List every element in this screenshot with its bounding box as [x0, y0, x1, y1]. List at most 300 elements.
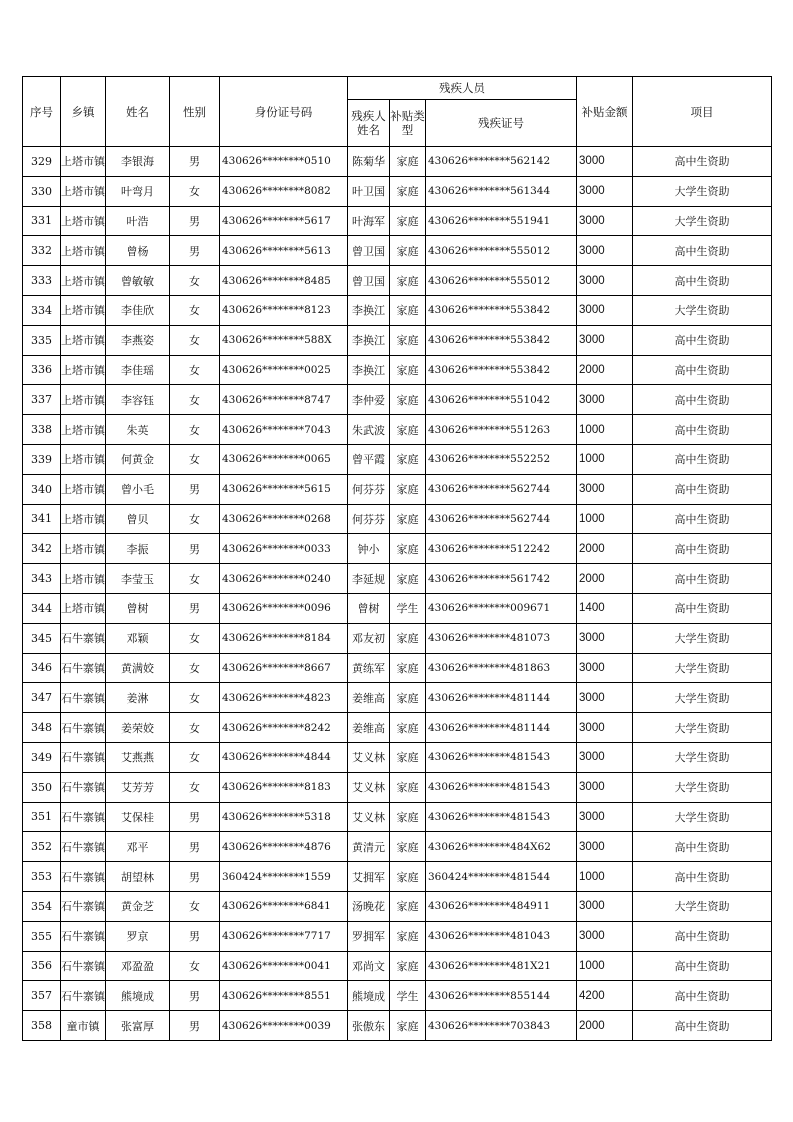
cell-id-number: 430626********4876 [220, 832, 348, 862]
cell-disability-cert: 430626********562744 [426, 504, 577, 534]
cell-gender: 女 [170, 266, 220, 296]
cell-id-number: 430626********8747 [220, 385, 348, 415]
cell-name: 李振 [106, 534, 170, 564]
cell-subsidy-type: 家庭 [390, 564, 426, 594]
cell-project: 高中生资助 [633, 921, 772, 951]
cell-disability-cert: 430626********481543 [426, 772, 577, 802]
cell-gender: 女 [170, 683, 220, 713]
cell-subsidy-type: 家庭 [390, 474, 426, 504]
cell-disability-cert: 430626********484X62 [426, 832, 577, 862]
cell-seq: 342 [23, 534, 61, 564]
cell-project: 高中生资助 [633, 415, 772, 445]
cell-name: 曾敏敏 [106, 266, 170, 296]
cell-seq: 354 [23, 891, 61, 921]
cell-name: 李燕姿 [106, 325, 170, 355]
cell-amount: 3000 [577, 772, 633, 802]
cell-amount: 2000 [577, 1011, 633, 1041]
table-row [23, 832, 772, 862]
cell-project: 高中生资助 [633, 862, 772, 892]
cell-project: 大学生资助 [633, 713, 772, 743]
cell-amount: 1000 [577, 415, 633, 445]
cell-subsidy-type: 家庭 [390, 206, 426, 236]
cell-town: 上塔市镇 [61, 444, 106, 474]
cell-disability-cert: 360424********481544 [426, 862, 577, 892]
cell-disabled-name: 曾树 [348, 593, 390, 623]
cell-town: 石牛寨镇 [61, 832, 106, 862]
cell-amount: 3000 [577, 147, 633, 177]
cell-disability-cert: 430626********481X21 [426, 951, 577, 981]
cell-disability-cert: 430626********484911 [426, 891, 577, 921]
cell-town: 石牛寨镇 [61, 802, 106, 832]
header-name: 姓名 [106, 77, 170, 147]
cell-town: 上塔市镇 [61, 593, 106, 623]
table-row [23, 921, 772, 951]
cell-amount: 3000 [577, 176, 633, 206]
cell-project: 高中生资助 [633, 593, 772, 623]
cell-town: 石牛寨镇 [61, 713, 106, 743]
cell-amount: 3000 [577, 921, 633, 951]
header-disabled-group: 残疾人员 [348, 77, 577, 100]
cell-subsidy-type: 家庭 [390, 385, 426, 415]
cell-seq: 343 [23, 564, 61, 594]
cell-gender: 女 [170, 891, 220, 921]
cell-subsidy-type: 家庭 [390, 713, 426, 743]
cell-subsidy-type: 家庭 [390, 176, 426, 206]
cell-gender: 女 [170, 385, 220, 415]
cell-disabled-name: 曾卫国 [348, 236, 390, 266]
header-disabled-name: 残疾人姓名 [348, 100, 390, 147]
cell-disabled-name: 姜维高 [348, 683, 390, 713]
cell-town: 石牛寨镇 [61, 623, 106, 653]
table-row [23, 534, 772, 564]
cell-project: 高中生资助 [633, 534, 772, 564]
cell-town: 石牛寨镇 [61, 951, 106, 981]
table-row [23, 981, 772, 1011]
cell-name: 熊境成 [106, 981, 170, 1011]
cell-disability-cert: 430626********561742 [426, 564, 577, 594]
cell-disability-cert: 430626********555012 [426, 236, 577, 266]
cell-gender: 男 [170, 236, 220, 266]
cell-disability-cert: 430626********481543 [426, 742, 577, 772]
table-row [23, 742, 772, 772]
cell-amount: 1400 [577, 593, 633, 623]
cell-seq: 347 [23, 683, 61, 713]
cell-disabled-name: 何芬芬 [348, 504, 390, 534]
cell-gender: 男 [170, 802, 220, 832]
cell-town: 上塔市镇 [61, 474, 106, 504]
cell-gender: 女 [170, 415, 220, 445]
cell-subsidy-type: 家庭 [390, 802, 426, 832]
cell-seq: 329 [23, 147, 61, 177]
cell-disability-cert: 430626********562744 [426, 474, 577, 504]
cell-seq: 336 [23, 355, 61, 385]
cell-seq: 345 [23, 623, 61, 653]
cell-id-number: 430626********0240 [220, 564, 348, 594]
cell-amount: 2000 [577, 534, 633, 564]
cell-subsidy-type: 家庭 [390, 444, 426, 474]
table-row [23, 623, 772, 653]
header-disability-cert: 残疾证号 [426, 100, 577, 147]
table-row [23, 683, 772, 713]
cell-disabled-name: 李换江 [348, 295, 390, 325]
header-subsidy-type: 补贴类型 [390, 100, 426, 147]
cell-project: 高中生资助 [633, 1011, 772, 1041]
cell-id-number: 430626********0033 [220, 534, 348, 564]
cell-seq: 332 [23, 236, 61, 266]
cell-name: 李银海 [106, 147, 170, 177]
cell-seq: 334 [23, 295, 61, 325]
cell-id-number: 430626********4823 [220, 683, 348, 713]
cell-project: 大学生资助 [633, 891, 772, 921]
cell-id-number: 430626********8082 [220, 176, 348, 206]
cell-seq: 340 [23, 474, 61, 504]
cell-town: 上塔市镇 [61, 147, 106, 177]
cell-gender: 女 [170, 742, 220, 772]
cell-subsidy-type: 家庭 [390, 534, 426, 564]
cell-name: 艾保桂 [106, 802, 170, 832]
cell-name: 李莹玉 [106, 564, 170, 594]
cell-gender: 女 [170, 713, 220, 743]
table-row [23, 653, 772, 683]
cell-disability-cert: 430626********561344 [426, 176, 577, 206]
cell-amount: 2000 [577, 355, 633, 385]
cell-project: 高中生资助 [633, 832, 772, 862]
cell-gender: 女 [170, 444, 220, 474]
cell-gender: 男 [170, 862, 220, 892]
cell-seq: 349 [23, 742, 61, 772]
cell-id-number: 430626********5613 [220, 236, 348, 266]
cell-gender: 女 [170, 176, 220, 206]
cell-disabled-name: 何芬芬 [348, 474, 390, 504]
cell-id-number: 430626********8183 [220, 772, 348, 802]
cell-id-number: 430626********0065 [220, 444, 348, 474]
cell-town: 童市镇 [61, 1011, 106, 1041]
cell-subsidy-type: 家庭 [390, 295, 426, 325]
cell-id-number: 430626********8184 [220, 623, 348, 653]
cell-disabled-name: 曾卫国 [348, 266, 390, 296]
cell-seq: 353 [23, 862, 61, 892]
cell-amount: 2000 [577, 564, 633, 594]
cell-project: 大学生资助 [633, 206, 772, 236]
table-row [23, 176, 772, 206]
cell-subsidy-type: 家庭 [390, 1011, 426, 1041]
cell-name: 邓盈盈 [106, 951, 170, 981]
cell-subsidy-type: 家庭 [390, 653, 426, 683]
cell-id-number: 430626********0039 [220, 1011, 348, 1041]
cell-name: 叶弯月 [106, 176, 170, 206]
cell-subsidy-type: 学生 [390, 593, 426, 623]
table-row [23, 385, 772, 415]
table-row [23, 951, 772, 981]
cell-amount: 3000 [577, 474, 633, 504]
cell-seq: 337 [23, 385, 61, 415]
cell-project: 大学生资助 [633, 802, 772, 832]
cell-id-number: 430626********6841 [220, 891, 348, 921]
cell-town: 上塔市镇 [61, 295, 106, 325]
table-row [23, 206, 772, 236]
cell-name: 邓颖 [106, 623, 170, 653]
cell-name: 李佳瑶 [106, 355, 170, 385]
header-seq: 序号 [23, 77, 61, 147]
cell-project: 高中生资助 [633, 951, 772, 981]
table-row [23, 147, 772, 177]
cell-id-number: 430626********8123 [220, 295, 348, 325]
cell-seq: 335 [23, 325, 61, 355]
cell-amount: 3000 [577, 653, 633, 683]
cell-gender: 男 [170, 921, 220, 951]
cell-name: 邓平 [106, 832, 170, 862]
cell-disability-cert: 430626********552252 [426, 444, 577, 474]
cell-gender: 女 [170, 325, 220, 355]
header-gender: 性别 [170, 77, 220, 147]
cell-project: 高中生资助 [633, 981, 772, 1011]
table-row [23, 713, 772, 743]
cell-disabled-name: 艾义林 [348, 772, 390, 802]
cell-amount: 3000 [577, 891, 633, 921]
cell-disabled-name: 邓友初 [348, 623, 390, 653]
cell-amount: 3000 [577, 295, 633, 325]
cell-town: 石牛寨镇 [61, 742, 106, 772]
header-project: 项目 [633, 77, 772, 147]
cell-disability-cert: 430626********481543 [426, 802, 577, 832]
cell-disability-cert: 430626********562142 [426, 147, 577, 177]
table-row [23, 355, 772, 385]
cell-gender: 男 [170, 832, 220, 862]
table-row [23, 564, 772, 594]
header-amount: 补贴金额 [577, 77, 633, 147]
cell-amount: 3000 [577, 236, 633, 266]
cell-disabled-name: 黄清元 [348, 832, 390, 862]
cell-town: 上塔市镇 [61, 385, 106, 415]
cell-id-number: 430626********5615 [220, 474, 348, 504]
cell-town: 上塔市镇 [61, 325, 106, 355]
table-row [23, 266, 772, 296]
cell-amount: 3000 [577, 385, 633, 415]
header-town: 乡镇 [61, 77, 106, 147]
cell-name: 艾芳芳 [106, 772, 170, 802]
cell-subsidy-type: 家庭 [390, 266, 426, 296]
table-row [23, 474, 772, 504]
cell-id-number: 430626********8551 [220, 981, 348, 1011]
cell-town: 上塔市镇 [61, 176, 106, 206]
cell-seq: 339 [23, 444, 61, 474]
cell-subsidy-type: 家庭 [390, 772, 426, 802]
cell-seq: 358 [23, 1011, 61, 1041]
cell-subsidy-type: 家庭 [390, 147, 426, 177]
table-row [23, 593, 772, 623]
cell-subsidy-type: 家庭 [390, 683, 426, 713]
cell-disabled-name: 李延规 [348, 564, 390, 594]
cell-gender: 女 [170, 504, 220, 534]
cell-gender: 男 [170, 474, 220, 504]
table-row [23, 444, 772, 474]
cell-project: 大学生资助 [633, 295, 772, 325]
cell-gender: 男 [170, 206, 220, 236]
cell-name: 李佳欣 [106, 295, 170, 325]
header-id-number: 身份证号码 [220, 77, 348, 147]
cell-amount: 3000 [577, 325, 633, 355]
cell-subsidy-type: 家庭 [390, 891, 426, 921]
cell-amount: 3000 [577, 266, 633, 296]
cell-subsidy-type: 家庭 [390, 862, 426, 892]
cell-disabled-name: 熊境成 [348, 981, 390, 1011]
table-row [23, 802, 772, 832]
cell-town: 上塔市镇 [61, 504, 106, 534]
cell-id-number: 430626********4844 [220, 742, 348, 772]
cell-id-number: 430626********8667 [220, 653, 348, 683]
cell-disability-cert: 430626********481144 [426, 683, 577, 713]
cell-gender: 女 [170, 623, 220, 653]
cell-town: 石牛寨镇 [61, 921, 106, 951]
cell-disabled-name: 李换江 [348, 325, 390, 355]
cell-name: 曾杨 [106, 236, 170, 266]
cell-project: 高中生资助 [633, 147, 772, 177]
table-row [23, 772, 772, 802]
cell-gender: 男 [170, 147, 220, 177]
cell-id-number: 430626********0510 [220, 147, 348, 177]
cell-disabled-name: 姜维高 [348, 713, 390, 743]
cell-disabled-name: 陈菊华 [348, 147, 390, 177]
cell-disabled-name: 叶卫国 [348, 176, 390, 206]
cell-seq: 333 [23, 266, 61, 296]
cell-id-number: 430626********0041 [220, 951, 348, 981]
cell-gender: 女 [170, 355, 220, 385]
table-body [23, 147, 772, 1041]
table-row [23, 325, 772, 355]
cell-town: 石牛寨镇 [61, 772, 106, 802]
cell-town: 石牛寨镇 [61, 683, 106, 713]
cell-amount: 3000 [577, 742, 633, 772]
cell-disabled-name: 汤晚花 [348, 891, 390, 921]
cell-gender: 女 [170, 951, 220, 981]
cell-disability-cert: 430626********551263 [426, 415, 577, 445]
cell-disability-cert: 430626********009671 [426, 593, 577, 623]
cell-name: 何黄金 [106, 444, 170, 474]
cell-disabled-name: 黄练军 [348, 653, 390, 683]
cell-town: 上塔市镇 [61, 415, 106, 445]
cell-subsidy-type: 家庭 [390, 921, 426, 951]
cell-disabled-name: 罗拥军 [348, 921, 390, 951]
cell-gender: 女 [170, 564, 220, 594]
cell-seq: 355 [23, 921, 61, 951]
cell-amount: 3000 [577, 206, 633, 236]
cell-town: 上塔市镇 [61, 534, 106, 564]
cell-disability-cert: 430626********555012 [426, 266, 577, 296]
cell-project: 高中生资助 [633, 325, 772, 355]
cell-disability-cert: 430626********512242 [426, 534, 577, 564]
cell-seq: 348 [23, 713, 61, 743]
cell-disability-cert: 430626********553842 [426, 325, 577, 355]
cell-seq: 331 [23, 206, 61, 236]
cell-amount: 3000 [577, 623, 633, 653]
cell-amount: 1000 [577, 504, 633, 534]
cell-id-number: 360424********1559 [220, 862, 348, 892]
cell-gender: 女 [170, 772, 220, 802]
cell-disabled-name: 张傲东 [348, 1011, 390, 1041]
cell-amount: 3000 [577, 683, 633, 713]
cell-amount: 4200 [577, 981, 633, 1011]
cell-project: 高中生资助 [633, 385, 772, 415]
table-row [23, 891, 772, 921]
cell-town: 石牛寨镇 [61, 862, 106, 892]
cell-seq: 346 [23, 653, 61, 683]
cell-project: 高中生资助 [633, 474, 772, 504]
cell-project: 大学生资助 [633, 742, 772, 772]
cell-subsidy-type: 家庭 [390, 236, 426, 266]
cell-town: 上塔市镇 [61, 236, 106, 266]
cell-gender: 男 [170, 534, 220, 564]
cell-id-number: 430626********7043 [220, 415, 348, 445]
cell-name: 黄金芝 [106, 891, 170, 921]
cell-amount: 3000 [577, 832, 633, 862]
cell-name: 曾树 [106, 593, 170, 623]
table-row [23, 236, 772, 266]
cell-disabled-name: 钟小 [348, 534, 390, 564]
cell-disabled-name: 艾义林 [348, 802, 390, 832]
cell-disability-cert: 430626********553842 [426, 355, 577, 385]
cell-project: 高中生资助 [633, 236, 772, 266]
subsidy-table [22, 76, 772, 1041]
table-row [23, 862, 772, 892]
cell-id-number: 430626********7717 [220, 921, 348, 951]
cell-disability-cert: 430626********703843 [426, 1011, 577, 1041]
cell-project: 高中生资助 [633, 266, 772, 296]
cell-amount: 3000 [577, 802, 633, 832]
cell-id-number: 430626********0096 [220, 593, 348, 623]
cell-seq: 341 [23, 504, 61, 534]
cell-project: 大学生资助 [633, 683, 772, 713]
cell-project: 大学生资助 [633, 653, 772, 683]
cell-project: 大学生资助 [633, 772, 772, 802]
cell-subsidy-type: 家庭 [390, 832, 426, 862]
cell-id-number: 430626********0268 [220, 504, 348, 534]
cell-subsidy-type: 学生 [390, 981, 426, 1011]
cell-name: 姜淋 [106, 683, 170, 713]
cell-name: 李容钰 [106, 385, 170, 415]
cell-id-number: 430626********8485 [220, 266, 348, 296]
cell-seq: 357 [23, 981, 61, 1011]
cell-town: 上塔市镇 [61, 355, 106, 385]
cell-gender: 女 [170, 295, 220, 325]
cell-name: 朱英 [106, 415, 170, 445]
cell-name: 曾贝 [106, 504, 170, 534]
cell-seq: 351 [23, 802, 61, 832]
cell-seq: 338 [23, 415, 61, 445]
cell-id-number: 430626********8242 [220, 713, 348, 743]
cell-name: 曾小毛 [106, 474, 170, 504]
cell-disability-cert: 430626********551941 [426, 206, 577, 236]
cell-disabled-name: 李仲爱 [348, 385, 390, 415]
cell-town: 上塔市镇 [61, 564, 106, 594]
cell-disabled-name: 艾拥军 [348, 862, 390, 892]
cell-project: 大学生资助 [633, 623, 772, 653]
table-row [23, 415, 772, 445]
table-row [23, 1011, 772, 1041]
cell-disabled-name: 叶海军 [348, 206, 390, 236]
cell-name: 叶浩 [106, 206, 170, 236]
cell-amount: 1000 [577, 444, 633, 474]
cell-disabled-name: 李换江 [348, 355, 390, 385]
cell-subsidy-type: 家庭 [390, 623, 426, 653]
cell-amount: 1000 [577, 862, 633, 892]
cell-disability-cert: 430626********855144 [426, 981, 577, 1011]
cell-seq: 352 [23, 832, 61, 862]
cell-town: 上塔市镇 [61, 206, 106, 236]
cell-name: 胡望林 [106, 862, 170, 892]
cell-id-number: 430626********588X [220, 325, 348, 355]
cell-town: 石牛寨镇 [61, 981, 106, 1011]
cell-name: 艾燕燕 [106, 742, 170, 772]
